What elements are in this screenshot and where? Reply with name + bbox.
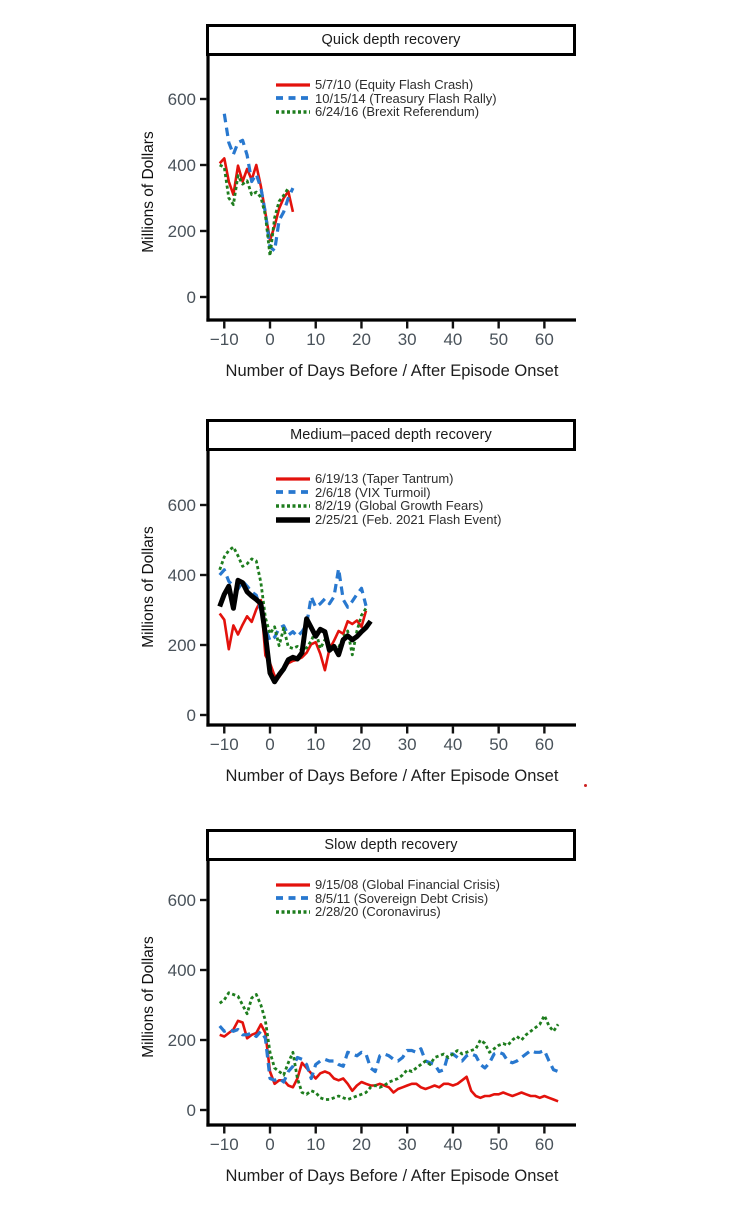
panel-title-box [206, 419, 576, 451]
legend-item [276, 78, 497, 92]
y-tick-label: 600 [167, 496, 196, 515]
panel-title: Slow depth recovery [324, 837, 458, 853]
panel-title-box [206, 829, 576, 861]
legend-label: 2/25/21 (Feb. 2021 Flash Event) [315, 512, 502, 528]
y-tick-label: 600 [167, 891, 196, 910]
legend-item [276, 892, 500, 906]
y-tick-label: 400 [167, 961, 196, 980]
x-tick-label: 40 [443, 330, 463, 349]
legend-label: 5/7/10 (Equity Flash Crash) [315, 77, 474, 93]
legend-item [276, 513, 501, 527]
x-tick-label: 40 [443, 1135, 463, 1154]
y-tick-label: 200 [167, 222, 196, 241]
y-axis-title: Millions of Dollars [140, 936, 157, 1058]
x-tick-label: 30 [397, 330, 417, 349]
x-tick-label: 20 [351, 735, 371, 754]
x-axis-title: Number of Days Before / After Episode Onset [225, 362, 559, 380]
x-tick-label: 30 [397, 735, 417, 754]
x-tick-label: 40 [443, 735, 463, 754]
x-tick-label: 30 [397, 1135, 417, 1154]
legend-label: 8/5/11 (Sovereign Debt Crisis) [315, 890, 489, 906]
legend-label: 2/6/18 (VIX Turmoil) [315, 484, 431, 500]
x-tick-label: −10 [209, 1135, 239, 1154]
y-tick-label: 0 [186, 1101, 196, 1120]
x-tick-label: 60 [534, 1135, 554, 1154]
legend-swatch [276, 893, 310, 903]
chart-panel-quick-depth-recovery [0, 0, 753, 400]
legend-item [276, 905, 500, 919]
y-tick-label: 400 [167, 156, 196, 175]
legend-item [276, 486, 501, 500]
y-tick-label: 200 [167, 1031, 196, 1050]
x-tick-label: 0 [265, 330, 275, 349]
legend-swatch [276, 487, 310, 497]
legend-item [276, 499, 501, 513]
x-tick-label: 60 [534, 330, 554, 349]
legend-item [276, 105, 497, 119]
x-tick-label: 10 [306, 735, 326, 754]
legend-item [276, 92, 497, 106]
y-axis-title: Millions of Dollars [140, 526, 157, 648]
legend-label: 8/2/19 (Global Growth Fears) [315, 498, 484, 514]
legend-swatch [276, 515, 310, 525]
legend-swatch [276, 474, 310, 484]
x-axis-title: Number of Days Before / After Episode Onset [225, 767, 559, 785]
chart-panel-medium-paced-depth-recovery [0, 395, 753, 795]
panel-title: Quick depth recovery [321, 32, 461, 48]
x-tick-label: 50 [489, 330, 509, 349]
x-tick-label: 20 [351, 1135, 371, 1154]
x-tick-label: 50 [489, 1135, 509, 1154]
x-tick-label: −10 [209, 735, 239, 754]
legend [276, 472, 501, 526]
legend-label: 6/19/13 (Taper Tantrum) [315, 471, 454, 487]
legend [276, 878, 500, 919]
panel-title: Medium–paced depth recovery [290, 427, 492, 443]
x-axis-title: Number of Days Before / After Episode Onset [225, 1167, 559, 1185]
y-tick-label: 0 [186, 288, 196, 307]
legend-swatch [276, 501, 310, 511]
legend-swatch [276, 93, 310, 103]
x-tick-label: −10 [209, 330, 239, 349]
x-tick-label: 0 [265, 1135, 275, 1154]
stray-red-dot [584, 784, 587, 787]
chart-panel-slow-depth-recovery [0, 805, 753, 1205]
legend [276, 78, 497, 119]
y-tick-label: 200 [167, 636, 196, 655]
y-axis-title: Millions of Dollars [140, 131, 157, 253]
legend-swatch [276, 907, 310, 917]
x-tick-label: 50 [489, 735, 509, 754]
series-line [220, 1021, 558, 1102]
legend-label: 9/15/08 (Global Financial Crisis) [315, 877, 500, 893]
legend-item [276, 472, 501, 486]
legend-swatch [276, 880, 310, 890]
y-tick-label: 400 [167, 566, 196, 585]
legend-label: 2/28/20 (Coronavirus) [315, 904, 441, 920]
x-tick-label: 10 [306, 330, 326, 349]
series-line [220, 993, 558, 1100]
panel-title-box [206, 24, 576, 56]
x-tick-label: 0 [265, 735, 275, 754]
legend-swatch [276, 107, 310, 117]
x-tick-label: 60 [534, 735, 554, 754]
plot-area [0, 0, 753, 400]
x-tick-label: 10 [306, 1135, 326, 1154]
plot-area [0, 395, 753, 795]
plot-area [0, 805, 753, 1205]
legend-swatch [276, 80, 310, 90]
legend-label: 10/15/14 (Treasury Flash Rally) [315, 90, 497, 106]
legend-item [276, 878, 500, 892]
y-tick-label: 0 [186, 706, 196, 725]
x-tick-label: 20 [351, 330, 371, 349]
legend-label: 6/24/16 (Brexit Referendum) [315, 104, 480, 120]
y-tick-label: 600 [167, 90, 196, 109]
